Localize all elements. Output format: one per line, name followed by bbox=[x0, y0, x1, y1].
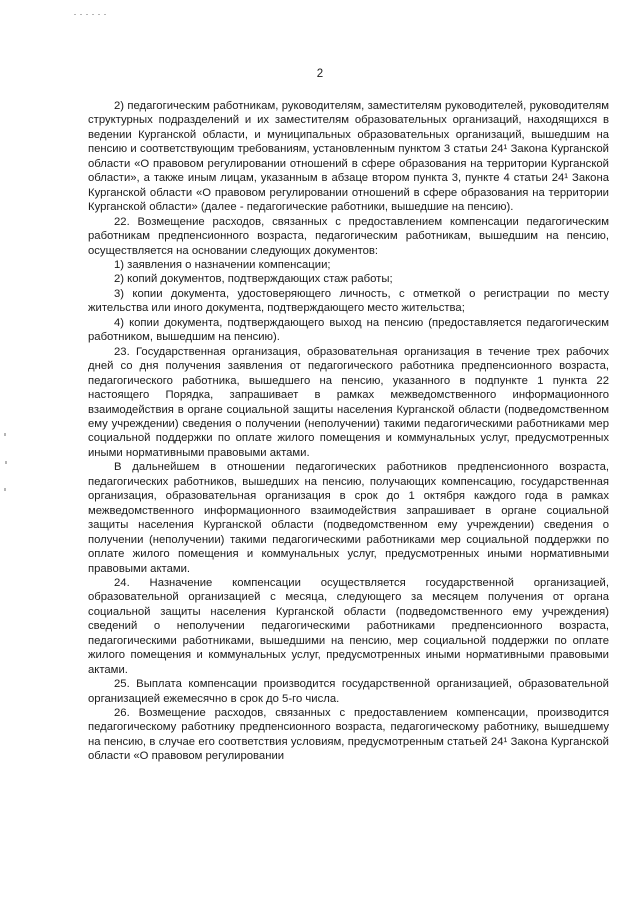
paragraph-26: 26. Возмещение расходов, связанных с предоставлением компенсации, производится педагогическому работнику предпенсионного возраста, педагогическому работнику, вышедшему на пенсию, в случае его соответствия условиям, предусмотренным статьей 24¹ Закона Курганской области «О правовом регулировании bbox=[88, 707, 609, 763]
list-item-2: 2) копий документов, подтверждающих стаж работы; bbox=[114, 273, 393, 286]
scan-mark bbox=[74, 14, 76, 15]
scan-mark bbox=[4, 433, 6, 436]
paragraph-2-list-item: 2) педагогическим работникам, руководителям, заместителям руководителей, руководителям структурных подразделений и их заместителям образовательных организаций, находящихся в ведении Курганской области, и муниципальных образовательных организаций, вышедшим на пенсию и соответствующим требованиям, установленным пунктом 3 статьи 24¹ Закона Курганской области «О правовом регулировании отношений в сфере образования на территории Курганской области», а также иным лицам, указанным в абзаце втором пункта 3, пункте 4 статьи 24¹ Закона Курганской области «О правовом регулировании отношений в сфере образования на территории Курганской области» (далее - педагогические работники, вышедшие на пенсию). bbox=[88, 100, 609, 214]
document-body bbox=[88, 99, 609, 764]
scan-mark bbox=[5, 461, 7, 464]
scan-mark bbox=[92, 14, 94, 15]
page-number: 2 bbox=[316, 68, 324, 80]
paragraph-23-continued: В дальнейшем в отношении педагогических работников предпенсионного возраста, педагогических работников, вышедших на пенсию, получающих компенсацию, государственная организация, образовательная организация в срок до 1 октября каждого года в рамках межведомственного информационного взаимодействия запрашивает в органе социальной защиты населения Курганской области (подведомственном ему учреждении) сведения о получении (неполучении) такими педагогическими работниками мер социальной поддержки по оплате жилого помещения и коммунальных услуг, предусмотренных иными нормативными правовыми актами. bbox=[88, 461, 609, 575]
scan-mark bbox=[86, 14, 88, 15]
scan-mark bbox=[80, 14, 82, 15]
paragraph-22: 22. Возмещение расходов, связанных с предоставлением компенсации педагогическим работникам предпенсионного возраста, педагогическим работникам, вышедшим на пенсию, осуществляется на основании следующих документов: bbox=[88, 215, 609, 257]
paragraph-23: 23. Государственная организация, образовательная организация в течение трех рабочих дней со дня получения заявления от педагогического работника предпенсионного возраста, педагогического работника, вышедшего на пенсию, указанного в подпункте 1 пункта 22 настоящего Порядка, запрашивает в рамках межведомственного информационного взаимодействия в органе социальной защиты населения Курганской области (подведомственном ему учреждении) сведения о получении (неполучении) такими педагогическими работниками мер социальной поддержки по оплате жилого помещения и коммунальных услуг, предусмотренных иными нормативными правовыми актами. bbox=[88, 345, 609, 459]
scan-mark bbox=[104, 14, 106, 15]
paragraph-24: 24. Назначение компенсации осуществляется государственной организацией, образовательной организацией с месяца, следующего за месяцем получения от органа социальной защиты населения Курганской области (подведомственного ему учреждения) сведений о неполучении педагогическими работниками предпенсионного возраста, педагогическими работниками, вышедшими на пенсию, мер социальной поддержки по оплате жилого помещения и коммунальных услуг, предусмотренных иными нормативными правовыми актами. bbox=[88, 576, 609, 676]
paragraph-25: 25. Выплата компенсации производится государственной организацией, образовательной организацией ежемесячно в срок до 5-го числа. bbox=[88, 678, 609, 705]
list-item-4: 4) копии документа, подтверждающего выход на пенсию (предоставляется педагогическим работником, вышедшим на пенсию). bbox=[88, 316, 609, 344]
list-item-1: 1) заявления о назначении компенсации; bbox=[114, 258, 331, 271]
list-item-3: 3) копии документа, удостоверяющего личность, с отметкой о регистрации по месту жительства или иного документа, подтверждающего место жительства; bbox=[88, 287, 609, 315]
scan-mark bbox=[4, 488, 6, 491]
scan-mark bbox=[98, 14, 100, 15]
